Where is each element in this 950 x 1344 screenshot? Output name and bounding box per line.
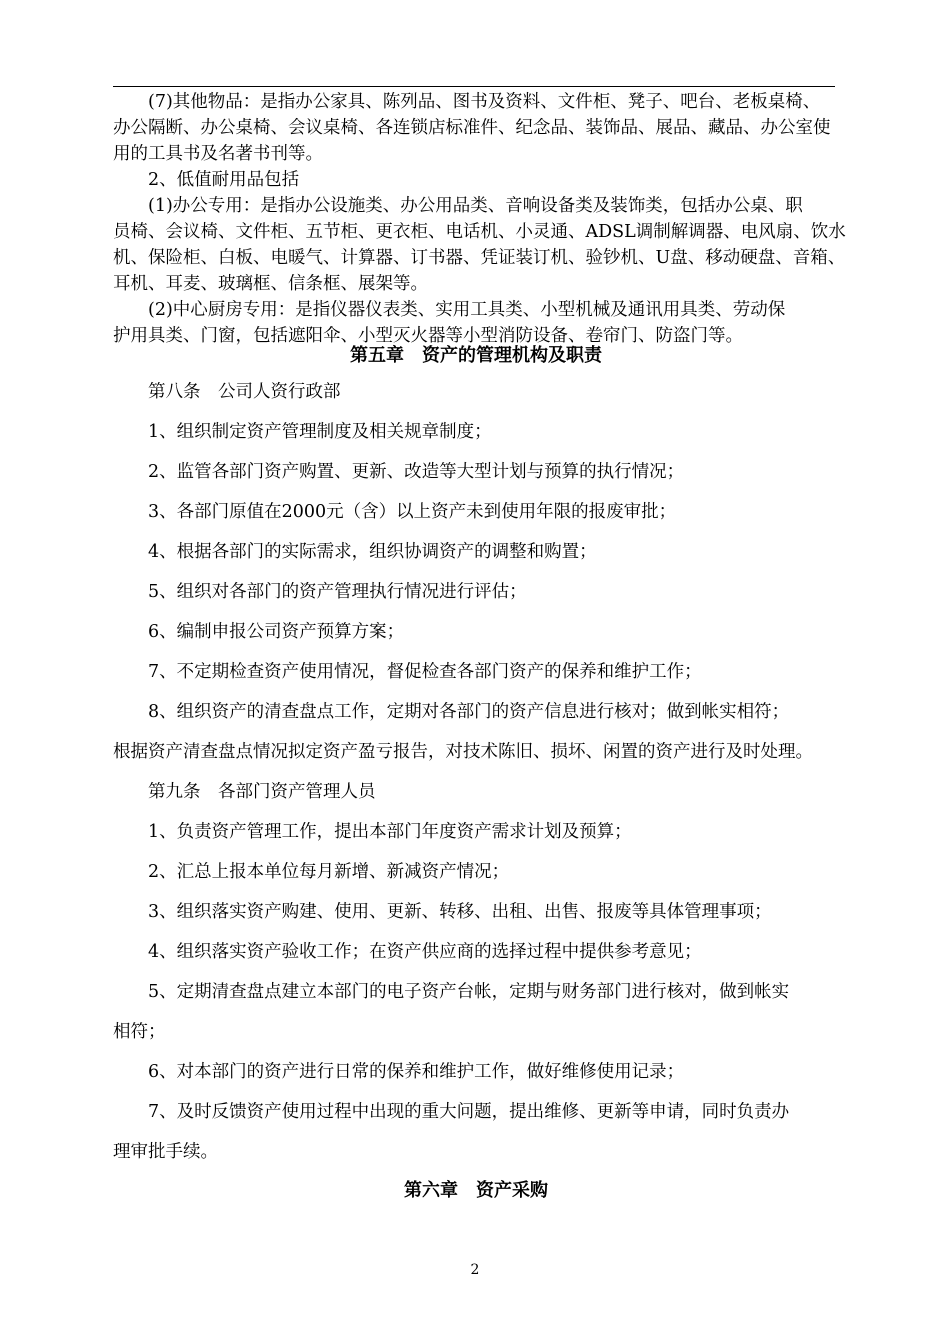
chapter-title: 第五章 资产的管理机构及职责 xyxy=(350,345,602,366)
list-item: 3、组织落实资产购建、使用、更新、转移、出租、出售、报废等具体管理事项； xyxy=(113,902,772,922)
list-item: 7、不定期检查资产使用情况，督促检查各部门资产的保养和维护工作； xyxy=(113,662,702,682)
list-item: 6、对本部门的资产进行日常的保养和维护工作，做好维修使用记录； xyxy=(113,1062,685,1082)
list-item: 相符； xyxy=(113,1022,166,1042)
paragraph-line: 护用具类、门窗，包括遮阳伞、小型灭火器等小型消防设备、卷帘门、防盗门等。 xyxy=(113,326,743,346)
paragraph-line: (2)中心厨房专用：是指仪器仪表类、实用工具类、小型机械及通讯用具类、劳动保 xyxy=(113,300,786,320)
chapter-title: 第六章 资产采购 xyxy=(404,1180,548,1201)
paragraph-line: (7)其他物品：是指办公家具、陈列品、图书及资料、文件柜、凳子、吧台、老板桌椅、 xyxy=(113,92,821,112)
article-heading: 第八条 公司人资行政部 xyxy=(113,382,341,402)
list-item: 6、编制申报公司资产预算方案； xyxy=(113,622,405,642)
list-item: 2、低值耐用品包括 xyxy=(113,170,300,190)
list-item: 5、组织对各部门的资产管理执行情况进行评估； xyxy=(113,582,527,602)
list-item: 2、监管各部门资产购置、更新、改造等大型计划与预算的执行情况； xyxy=(113,462,685,482)
paragraph-line: 机、保险柜、白板、电暖气、计算器、订书器、凭证装订机、验钞机、U盘、移动硬盘、音箱、 xyxy=(113,248,846,268)
header-rule xyxy=(113,86,835,87)
list-item: 4、根据各部门的实际需求，组织协调资产的调整和购置； xyxy=(113,542,597,562)
list-item: 2、汇总上报本单位每月新增、新减资产情况； xyxy=(113,862,510,882)
list-item: 4、组织落实资产验收工作；在资产供应商的选择过程中提供参考意见； xyxy=(113,942,702,962)
page-number: 2 xyxy=(470,1262,480,1278)
list-item: 1、组织制定资产管理制度及相关规章制度； xyxy=(113,422,492,442)
list-item: 根据资产清查盘点情况拟定资产盈亏报告，对技术陈旧、损坏、闲置的资产进行及时处理。 xyxy=(113,742,813,762)
paragraph-line: 用的工具书及名著书刊等。 xyxy=(113,144,323,164)
list-item: 8、组织资产的清查盘点工作，定期对各部门的资产信息进行核对；做到帐实相符； xyxy=(113,702,790,722)
paragraph-line: 耳机、耳麦、玻璃框、信条框、展架等。 xyxy=(113,274,428,294)
list-item: 1、负责资产管理工作，提出本部门年度资产需求计划及预算； xyxy=(113,822,632,842)
paragraph-line: 办公隔断、办公桌椅、会议桌椅、各连锁店标准件、纪念品、装饰品、展品、藏品、办公室使 xyxy=(113,118,831,138)
paragraph-line: (1)办公专用：是指办公设施类、办公用品类、音响设备类及装饰类，包括办公桌、职 xyxy=(113,196,803,216)
list-item: 理审批手续。 xyxy=(113,1142,218,1162)
article-heading: 第九条 各部门资产管理人员 xyxy=(113,782,376,802)
list-item: 7、及时反馈资产使用过程中出现的重大问题，提出维修、更新等申请，同时负责办 xyxy=(113,1102,790,1122)
paragraph-line: 员椅、会议椅、文件柜、五节柜、更衣柜、电话机、小灵通、ADSL调制解调器、电风扇、饮水 xyxy=(113,222,846,242)
list-item: 5、定期清查盘点建立本部门的电子资产台帐，定期与财务部门进行核对，做到帐实 xyxy=(113,982,790,1002)
list-item: 3、各部门原值在2000元（含）以上资产未到使用年限的报废审批； xyxy=(113,502,677,522)
